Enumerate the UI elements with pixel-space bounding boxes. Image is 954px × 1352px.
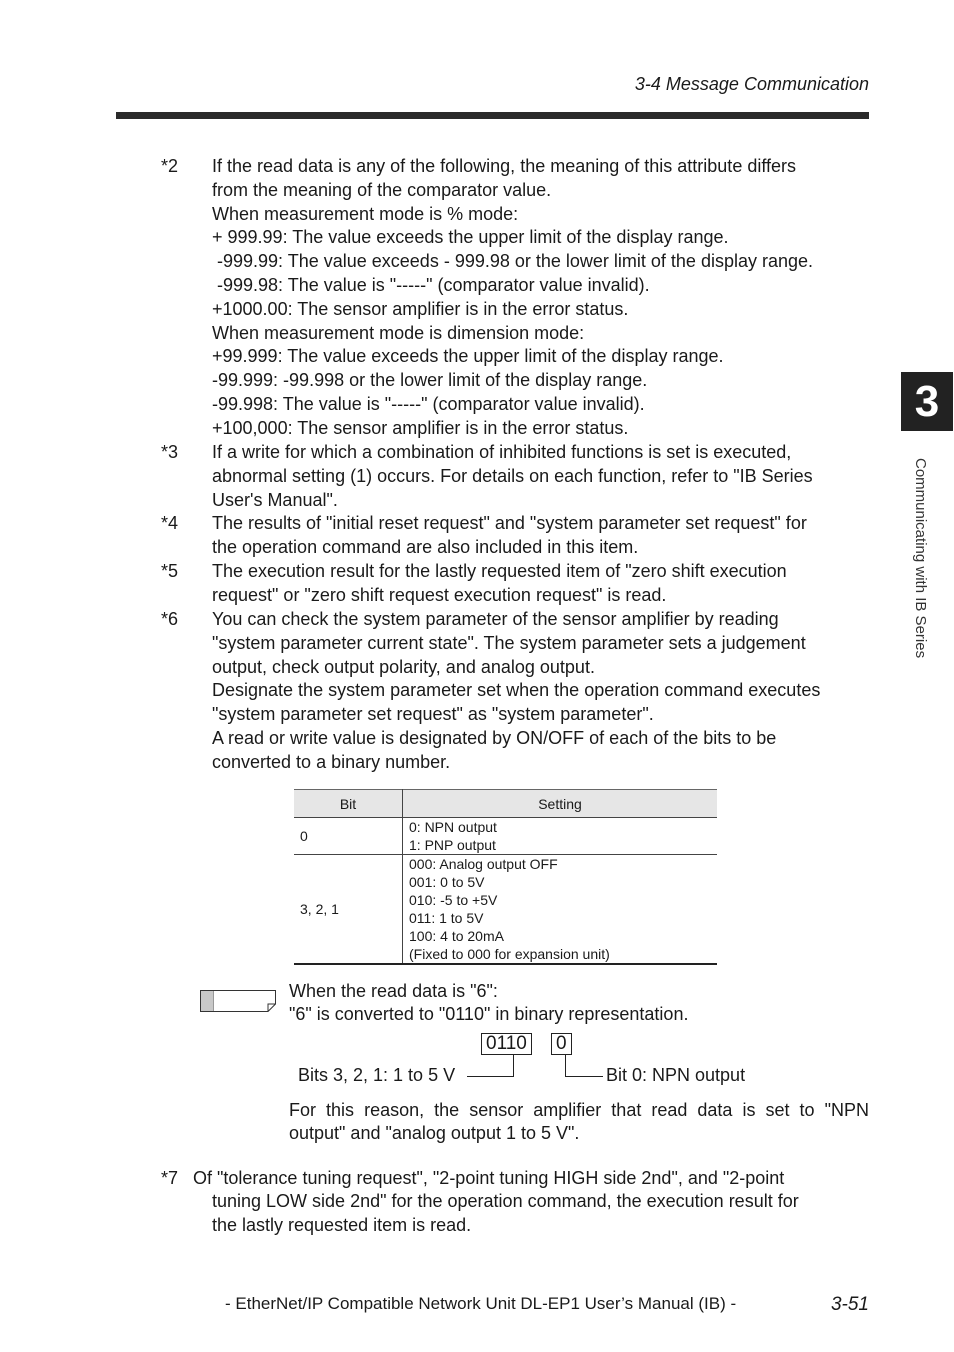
note-line: If the read data is any of the following, the meaning of this attribute differs [212, 156, 797, 176]
note-line: If a write for which a combination of inhibited functions is set is executed, [212, 442, 792, 462]
note-mark-6: *6 [161, 609, 179, 629]
binary-bits-box: 0110 [481, 1033, 532, 1055]
note-line: Designate the system parameter set when the operation command executes [212, 680, 821, 701]
note-line: "system parameter current state". The system parameter sets a judgement [212, 632, 806, 653]
system-parameter-bit-table [294, 789, 717, 965]
note-line: "system parameter set request" as "system parameter". [212, 704, 654, 725]
note-mark-5: *5 [161, 561, 179, 581]
note-7-first-line: Of "tolerance tuning request", "2-point tuning HIGH side 2nd", and "2-point [193, 1168, 785, 1188]
table-cell-bit: 0 [294, 818, 403, 855]
note-body-7 [212, 1190, 870, 1238]
note-line: -99.998: The value is "-----" (comparator value invalid). [212, 393, 645, 414]
setting-line: 001: 0 to 5V [409, 874, 485, 890]
note-line: request" or "zero shift request execution request" is read. [212, 584, 667, 605]
note-body-6 [212, 608, 870, 775]
example-intro-line-2: "6" is converted to "0110" in binary representation. [289, 1004, 689, 1024]
setting-line: 011: 1 to 5V [409, 910, 484, 926]
note-line: +99.999: The value exceeds the upper limit of the display range. [212, 346, 724, 367]
chapter-side-label: Communicating with IB Series [912, 458, 929, 659]
binary-bit0-box: 0 [551, 1033, 572, 1055]
table-header-bit: Bit [294, 790, 403, 818]
table-cell-bit: 3, 2, 1 [294, 855, 403, 965]
chapter-tab: 3 [901, 372, 953, 431]
note-line: tuning LOW side 2nd" for the operation command, the execution result for [212, 1191, 799, 1211]
setting-line: (Fixed to 000 for expansion unit) [409, 946, 610, 962]
setting-line: 000: Analog output OFF [409, 856, 558, 872]
note-line: converted to a binary number. [212, 751, 451, 772]
note-line: The execution result for the lastly requested item of "zero shift execution [212, 561, 787, 581]
note-line: When measurement mode is % mode: [212, 203, 519, 224]
table-cell-setting [403, 855, 718, 965]
note-line: -999.99: The value exceeds - 999.98 or the lower limit of the display range. [212, 251, 814, 272]
memo-icon [200, 990, 276, 1012]
footer-manual-title: - EtherNet/IP Compatible Network Unit DL-EP1 User’s Manual (IB) - [225, 1294, 737, 1313]
note-mark-3: *3 [161, 442, 179, 462]
note-line: abnormal setting (1) occurs. For details on each function, refer to "IB Series [212, 465, 813, 486]
example-conclusion-line-2: output" and "analog output 1 to 5 V". [289, 1123, 580, 1143]
note-body-5 [212, 560, 870, 608]
note-line: output, check output polarity, and analog output. [212, 656, 595, 677]
example-intro-line-1: When the read data is "6": [289, 981, 498, 1001]
leader-line-left-vertical [513, 1055, 514, 1076]
table-row [294, 855, 717, 965]
note-line: the lastly requested item is read. [212, 1214, 472, 1235]
header-rule [116, 112, 869, 119]
table-header-setting: Setting [403, 790, 718, 818]
setting-line: 1: PNP output [409, 837, 496, 853]
leader-line-right-vertical [565, 1055, 566, 1076]
note-line: + 999.99: The value exceeds the upper limit of the display range. [212, 227, 729, 248]
note-line: +100,000: The sensor amplifier is in the error status. [212, 417, 629, 438]
note-body-3 [212, 441, 870, 512]
note-line: User's Manual". [212, 489, 338, 510]
note-body-4 [212, 512, 870, 560]
note-line: the operation command are also included in this item. [212, 536, 639, 557]
note-mark-4: *4 [161, 513, 179, 533]
table-row [294, 818, 717, 855]
setting-line: 100: 4 to 20mA [409, 928, 504, 944]
note-mark-7: *7 [161, 1168, 179, 1188]
note-line: from the meaning of the comparator value. [212, 179, 552, 200]
note-body-2 [212, 155, 870, 441]
setting-line: 010: -5 to +5V [409, 892, 498, 908]
note-line: A read or write value is designated by ON/OFF of each of the bits to be [212, 727, 777, 748]
note-mark-2: *2 [161, 156, 179, 176]
note-line: The results of "initial reset request" and "system parameter set request" for [212, 513, 807, 533]
note-line: -99.999: -99.998 or the lower limit of the display range. [212, 370, 648, 391]
example-conclusion-line-1: For this reason, the sensor amplifier that read data is set to "NPN [289, 1100, 869, 1120]
chapter-side-label-container [909, 458, 929, 718]
note-line: +1000.00: The sensor amplifier is in the error status. [212, 298, 629, 319]
table-header-row [294, 790, 717, 818]
table-cell-setting [403, 818, 718, 855]
bits-label-right: Bit 0: NPN output [606, 1065, 746, 1085]
page-number: 3-51 [830, 1294, 869, 1315]
page-header-title: 3-4 Message Communication [634, 74, 869, 94]
leader-line-right-horizontal [565, 1076, 603, 1077]
note-line: -999.98: The value is "-----" (comparator value invalid). [212, 274, 650, 295]
leader-line-left-horizontal [467, 1076, 514, 1077]
note-line: When measurement mode is dimension mode: [212, 322, 585, 343]
bits-label-left: Bits 3, 2, 1: 1 to 5 V [298, 1065, 456, 1085]
note-line: You can check the system parameter of the sensor amplifier by reading [212, 609, 779, 629]
setting-line: 0: NPN output [409, 819, 497, 835]
